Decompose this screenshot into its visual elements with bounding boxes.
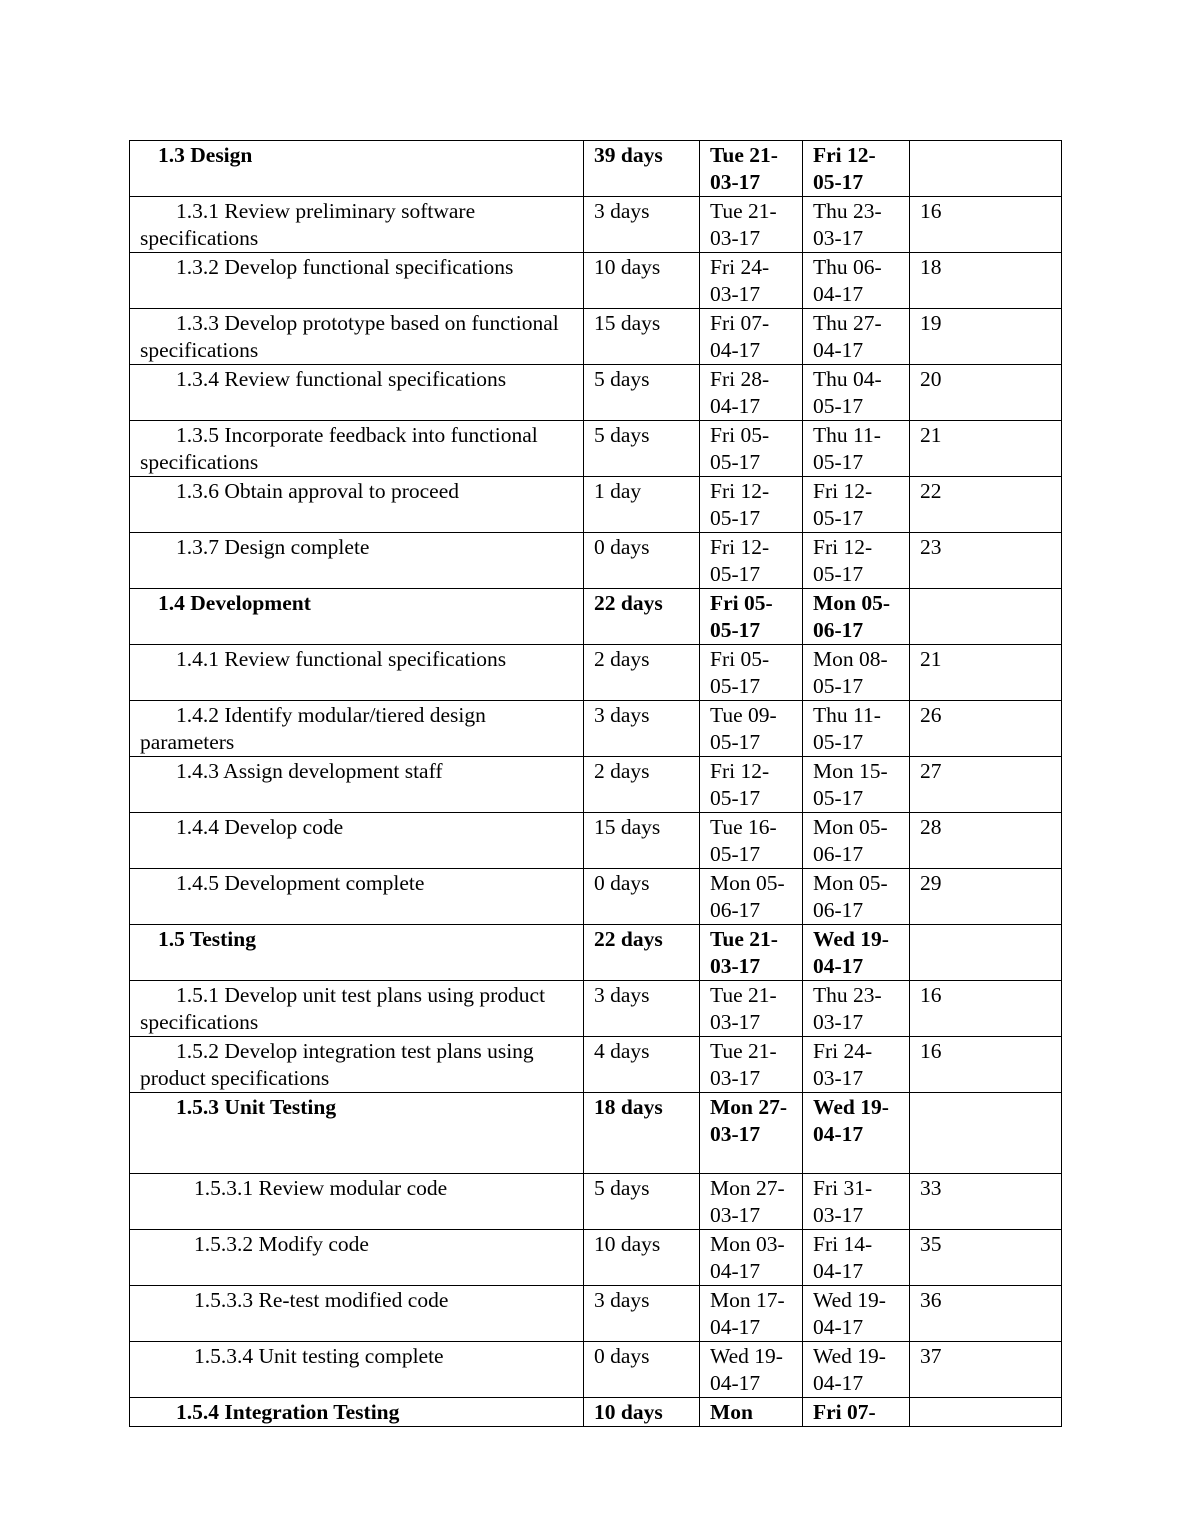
task-name-cell bbox=[130, 1093, 584, 1174]
duration-cell: 18 days bbox=[584, 1093, 700, 1174]
task-name: 1.5.3.1 Review modular code bbox=[194, 1176, 448, 1200]
predecessors-cell bbox=[910, 1093, 1062, 1174]
predecessors-cell: 23 bbox=[910, 533, 1062, 589]
duration-cell: 0 days bbox=[584, 1342, 700, 1398]
duration-cell: 10 days bbox=[584, 253, 700, 309]
table-row bbox=[130, 253, 1062, 309]
start-date-cell: Tue 21-03-17 bbox=[700, 925, 803, 981]
table-row-summary bbox=[130, 1093, 1062, 1174]
predecessors-cell: 26 bbox=[910, 701, 1062, 757]
predecessors-cell bbox=[910, 141, 1062, 197]
predecessors-cell: 16 bbox=[910, 197, 1062, 253]
table-row bbox=[130, 645, 1062, 701]
task-name: 1.4.5 Development complete bbox=[176, 871, 425, 895]
task-name-cell bbox=[130, 1230, 584, 1286]
finish-date-cell: Mon 05-06-17 bbox=[803, 869, 910, 925]
predecessors-cell: 29 bbox=[910, 869, 1062, 925]
finish-date-cell: Fri 12-05-17 bbox=[803, 533, 910, 589]
start-date-cell: Tue 21-03-17 bbox=[700, 141, 803, 197]
predecessors-cell: 21 bbox=[910, 645, 1062, 701]
duration-cell: 1 day bbox=[584, 477, 700, 533]
predecessors-cell: 20 bbox=[910, 365, 1062, 421]
finish-date-cell: Wed 19-04-17 bbox=[803, 1286, 910, 1342]
table-row bbox=[130, 197, 1062, 253]
finish-date-cell: Fri 24-03-17 bbox=[803, 1037, 910, 1093]
finish-date-cell: Thu 11-05-17 bbox=[803, 421, 910, 477]
start-date-cell: Fri 07-04-17 bbox=[700, 309, 803, 365]
predecessors-cell: 33 bbox=[910, 1174, 1062, 1230]
task-name: 1.3.6 Obtain approval to proceed bbox=[176, 479, 459, 503]
task-name: 1.4.3 Assign development staff bbox=[176, 759, 443, 783]
predecessors-cell: 27 bbox=[910, 757, 1062, 813]
predecessors-cell bbox=[910, 925, 1062, 981]
task-name: 1.4.2 Identify modular/tiered design parameters bbox=[140, 703, 486, 754]
task-name: 1.3 Design bbox=[158, 143, 253, 167]
task-name: 1.4 Development bbox=[158, 591, 311, 615]
task-name-cell bbox=[130, 925, 584, 981]
task-name: 1.3.7 Design complete bbox=[176, 535, 370, 559]
table-row-summary bbox=[130, 141, 1062, 197]
task-name-cell bbox=[130, 477, 584, 533]
start-date-cell: Fri 12-05-17 bbox=[700, 757, 803, 813]
table-row bbox=[130, 1342, 1062, 1398]
start-date-cell: Mon 05-06-17 bbox=[700, 869, 803, 925]
task-name-cell bbox=[130, 533, 584, 589]
start-date-cell: Wed 19-04-17 bbox=[700, 1342, 803, 1398]
finish-date-cell: Fri 07- bbox=[803, 1398, 910, 1427]
finish-date-cell: Mon 05-06-17 bbox=[803, 813, 910, 869]
task-name-cell bbox=[130, 309, 584, 365]
task-name: 1.3.4 Review functional specifications bbox=[176, 367, 507, 391]
table-row bbox=[130, 757, 1062, 813]
task-name-cell bbox=[130, 701, 584, 757]
predecessors-cell: 36 bbox=[910, 1286, 1062, 1342]
table-row-summary bbox=[130, 925, 1062, 981]
start-date-cell: Mon bbox=[700, 1398, 803, 1427]
task-name-cell bbox=[130, 869, 584, 925]
table-row bbox=[130, 1174, 1062, 1230]
task-name: 1.5.3.4 Unit testing complete bbox=[194, 1344, 444, 1368]
task-name: 1.5.3.2 Modify code bbox=[194, 1232, 369, 1256]
task-name-cell bbox=[130, 421, 584, 477]
finish-date-cell: Wed 19-04-17 bbox=[803, 1342, 910, 1398]
table-row bbox=[130, 701, 1062, 757]
task-name-cell bbox=[130, 757, 584, 813]
table-row bbox=[130, 309, 1062, 365]
table-row bbox=[130, 421, 1062, 477]
table-row bbox=[130, 869, 1062, 925]
task-name-cell bbox=[130, 981, 584, 1037]
task-name: 1.3.2 Develop functional specifications bbox=[176, 255, 514, 279]
finish-date-cell: Mon 05-06-17 bbox=[803, 589, 910, 645]
task-name-cell bbox=[130, 1174, 584, 1230]
task-name: 1.3.5 Incorporate feedback into functional specifications bbox=[140, 423, 538, 474]
duration-cell: 5 days bbox=[584, 365, 700, 421]
start-date-cell: Fri 12-05-17 bbox=[700, 477, 803, 533]
start-date-cell: Fri 28-04-17 bbox=[700, 365, 803, 421]
task-name-cell bbox=[130, 253, 584, 309]
duration-cell: 3 days bbox=[584, 1286, 700, 1342]
start-date-cell: Mon 27-03-17 bbox=[700, 1093, 803, 1174]
task-name: 1.5.1 Develop unit test plans using product specifications bbox=[140, 983, 546, 1034]
duration-cell: 22 days bbox=[584, 925, 700, 981]
start-date-cell: Tue 21-03-17 bbox=[700, 1037, 803, 1093]
schedule-table bbox=[129, 140, 1062, 1427]
duration-cell: 15 days bbox=[584, 813, 700, 869]
finish-date-cell: Thu 11-05-17 bbox=[803, 701, 910, 757]
task-name-cell bbox=[130, 1037, 584, 1093]
start-date-cell: Mon 03-04-17 bbox=[700, 1230, 803, 1286]
task-name-cell bbox=[130, 365, 584, 421]
duration-cell: 5 days bbox=[584, 421, 700, 477]
finish-date-cell: Fri 31-03-17 bbox=[803, 1174, 910, 1230]
start-date-cell: Fri 05-05-17 bbox=[700, 421, 803, 477]
task-name-cell bbox=[130, 197, 584, 253]
task-name: 1.5.3 Unit Testing bbox=[176, 1095, 337, 1119]
start-date-cell: Fri 05-05-17 bbox=[700, 589, 803, 645]
predecessors-cell: 16 bbox=[910, 981, 1062, 1037]
finish-date-cell: Fri 12-05-17 bbox=[803, 477, 910, 533]
duration-cell: 3 days bbox=[584, 701, 700, 757]
duration-cell: 3 days bbox=[584, 981, 700, 1037]
table-row bbox=[130, 533, 1062, 589]
duration-cell: 5 days bbox=[584, 1174, 700, 1230]
predecessors-cell: 21 bbox=[910, 421, 1062, 477]
task-name: 1.4.1 Review functional specifications bbox=[176, 647, 507, 671]
duration-cell: 4 days bbox=[584, 1037, 700, 1093]
finish-date-cell: Fri 14-04-17 bbox=[803, 1230, 910, 1286]
duration-cell: 10 days bbox=[584, 1230, 700, 1286]
finish-date-cell: Wed 19-04-17 bbox=[803, 925, 910, 981]
table-row bbox=[130, 1230, 1062, 1286]
schedule-table-container bbox=[129, 140, 1061, 1424]
start-date-cell: Tue 16-05-17 bbox=[700, 813, 803, 869]
duration-cell: 0 days bbox=[584, 869, 700, 925]
table-row-summary bbox=[130, 1398, 1062, 1427]
finish-date-cell: Mon 15-05-17 bbox=[803, 757, 910, 813]
finish-date-cell: Thu 23-03-17 bbox=[803, 197, 910, 253]
start-date-cell: Mon 17-04-17 bbox=[700, 1286, 803, 1342]
predecessors-cell bbox=[910, 1398, 1062, 1427]
task-name-cell bbox=[130, 589, 584, 645]
task-name: 1.5 Testing bbox=[158, 927, 256, 951]
finish-date-cell: Mon 08-05-17 bbox=[803, 645, 910, 701]
predecessors-cell: 35 bbox=[910, 1230, 1062, 1286]
task-name: 1.3.1 Review preliminary software specifications bbox=[140, 199, 476, 250]
duration-cell: 0 days bbox=[584, 533, 700, 589]
duration-cell: 22 days bbox=[584, 589, 700, 645]
start-date-cell: Fri 05-05-17 bbox=[700, 645, 803, 701]
predecessors-cell: 19 bbox=[910, 309, 1062, 365]
task-name-cell bbox=[130, 813, 584, 869]
predecessors-cell: 16 bbox=[910, 1037, 1062, 1093]
predecessors-cell: 18 bbox=[910, 253, 1062, 309]
start-date-cell: Mon 27-03-17 bbox=[700, 1174, 803, 1230]
task-name-cell bbox=[130, 1342, 584, 1398]
task-name: 1.4.4 Develop code bbox=[176, 815, 344, 839]
predecessors-cell: 28 bbox=[910, 813, 1062, 869]
predecessors-cell: 22 bbox=[910, 477, 1062, 533]
task-name: 1.5.4 Integration Testing bbox=[176, 1400, 400, 1424]
duration-cell: 15 days bbox=[584, 309, 700, 365]
table-row bbox=[130, 477, 1062, 533]
task-name-cell bbox=[130, 1398, 584, 1427]
finish-date-cell: Thu 23-03-17 bbox=[803, 981, 910, 1037]
start-date-cell: Fri 12-05-17 bbox=[700, 533, 803, 589]
task-name: 1.5.3.3 Re-test modified code bbox=[194, 1288, 449, 1312]
start-date-cell: Tue 09-05-17 bbox=[700, 701, 803, 757]
predecessors-cell bbox=[910, 589, 1062, 645]
duration-cell: 2 days bbox=[584, 757, 700, 813]
finish-date-cell: Thu 04-05-17 bbox=[803, 365, 910, 421]
task-name-cell bbox=[130, 141, 584, 197]
finish-date-cell: Thu 27-04-17 bbox=[803, 309, 910, 365]
finish-date-cell: Fri 12-05-17 bbox=[803, 141, 910, 197]
start-date-cell: Fri 24-03-17 bbox=[700, 253, 803, 309]
task-name: 1.5.2 Develop integration test plans using product specifications bbox=[140, 1039, 534, 1090]
table-row bbox=[130, 1286, 1062, 1342]
duration-cell: 10 days bbox=[584, 1398, 700, 1427]
task-name-cell bbox=[130, 1286, 584, 1342]
table-row bbox=[130, 365, 1062, 421]
start-date-cell: Tue 21-03-17 bbox=[700, 197, 803, 253]
task-name-cell bbox=[130, 645, 584, 701]
predecessors-cell: 37 bbox=[910, 1342, 1062, 1398]
table-row bbox=[130, 981, 1062, 1037]
duration-cell: 39 days bbox=[584, 141, 700, 197]
finish-date-cell: Thu 06-04-17 bbox=[803, 253, 910, 309]
table-row bbox=[130, 1037, 1062, 1093]
finish-date-cell: Wed 19-04-17 bbox=[803, 1093, 910, 1174]
table-row-summary bbox=[130, 589, 1062, 645]
task-name: 1.3.3 Develop prototype based on functional specifications bbox=[140, 311, 559, 362]
table-row bbox=[130, 813, 1062, 869]
start-date-cell: Tue 21-03-17 bbox=[700, 981, 803, 1037]
duration-cell: 2 days bbox=[584, 645, 700, 701]
duration-cell: 3 days bbox=[584, 197, 700, 253]
